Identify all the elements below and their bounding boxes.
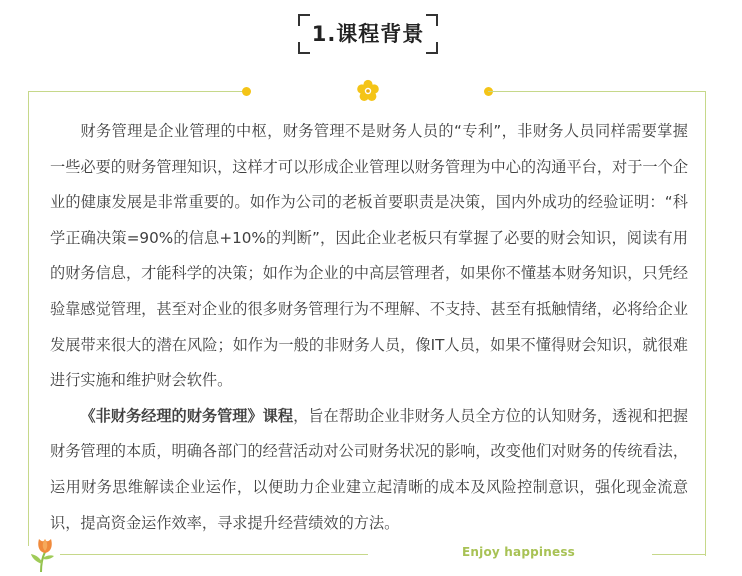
paragraph-2 (50, 399, 688, 541)
footer-text: Enjoy happiness (462, 545, 575, 559)
bottom-divider-left (60, 554, 368, 555)
frame-left-line (28, 91, 29, 546)
section-title-box (298, 14, 438, 54)
tulip-icon (26, 528, 64, 572)
frame-right-line (705, 91, 706, 556)
section-title: 1.课程背景 (311, 22, 425, 46)
paragraph-2-text: ，旨在帮助企业非财务人员全方位的认知财务，透视和把握财务管理的本质，明确各部门的经营活动对公司财务状况的影响，改变他们对财务的传统看法，运用财务思维解读企业运作，以便助力企业建立起清晰的成本及风险控制意识，强化现金流意识，提高资金运作效率，寻求提升经营绩效的方法。 (50, 406, 689, 532)
top-divider-left (28, 91, 246, 92)
body-text (50, 114, 688, 541)
top-dot-left (242, 87, 251, 96)
bottom-divider-right (652, 554, 706, 555)
top-divider-right (488, 91, 706, 92)
flower-icon (356, 79, 380, 103)
paragraph-1: 财务管理是企业管理的中枢，财务管理不是财务人员的“专利”，非财务人员同样需要掌握一些必要的财务管理知识，这样才可以形成企业管理以财务管理为中心的沟通平台，对于一个企业的健康发展是非常重要的。如作为公司的老板首要职责是决策，国内外成功的经验证明：“科学正确决策=90%的信息+10%的判断”，因此企业老板只有掌握了必要的财会知识，阅读有用的财务信息，才能科学的决策；如作为企业的中高层管理者，如果你不懂基本财务知识，只凭经验靠感觉管理，甚至对企业的很多财务管理行为不理解、不支持、甚至有抵触情绪，必将给企业发展带来很大的潜在风险；如作为一般的非财务人员，像IT人员，如果不懂得财会知识，就很难进行实施和维护财会软件。 (50, 122, 688, 390)
course-name: 《非财务经理的财务管理》课程 (80, 406, 294, 425)
